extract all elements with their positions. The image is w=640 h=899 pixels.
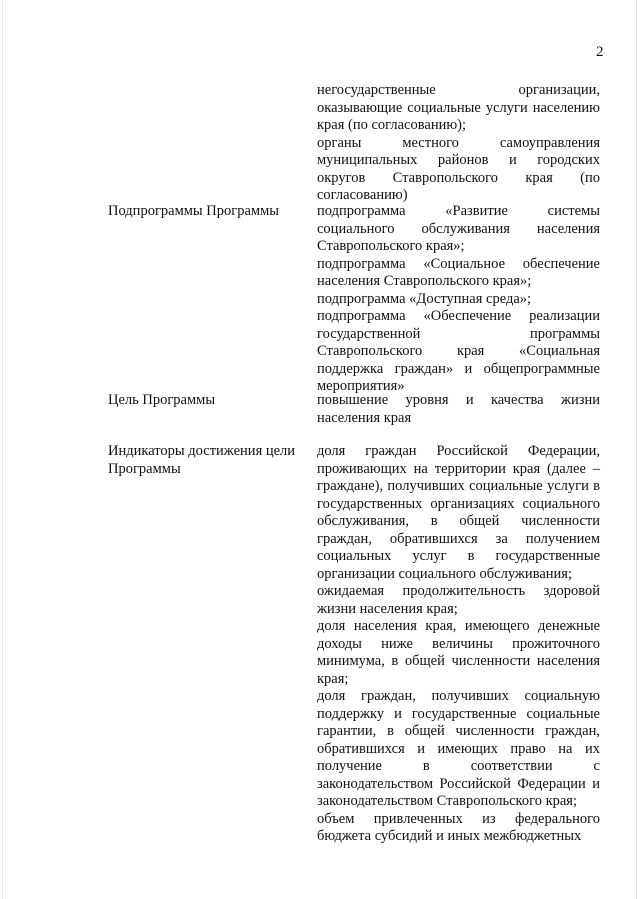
- scan-edge-right: [636, 0, 637, 899]
- row-label: Цель Программы: [108, 392, 216, 408]
- value-paragraph: доля граждан Российской Федерации, проживающих на территории края (далее – граждане), получивших социальные услуги в государственных организациях социального обслуживания, в общей численности граждан, обратившихся за получением социальных услуг в государственные организации социального обслуживания;: [317, 443, 600, 582]
- value-paragraph: подпрограмма «Социальное обеспечение населения Ставропольского края»;: [317, 255, 600, 289]
- row-label: Подпрограммы Программы: [108, 203, 279, 219]
- value-paragraph: повышение уровня и качества жизни населения края: [317, 392, 600, 426]
- value-paragraph: подпрограмма «Обеспечение реализации государственной программы Ставропольского края «Социальная поддержка граждан» и общепрограммные мероприятия»: [317, 308, 600, 394]
- value-paragraph: подпрограмма «Развитие системы социального обслуживания населения Ставропольского края»;: [317, 203, 600, 254]
- value-paragraph: негосударственные организации, оказывающие социальные услуги населению края (по согласованию);: [317, 82, 600, 133]
- row-label: Индикаторы достижения цели Программы: [108, 443, 296, 477]
- value-paragraph: ожидаемая продолжительность здоровой жизни населения края;: [317, 583, 600, 617]
- value-paragraph: органы местного самоуправления муниципальных районов и городских округов Ставропольского края (по согласованию): [317, 134, 600, 203]
- row-value: [317, 203, 600, 396]
- page-number: 2: [596, 44, 604, 60]
- value-paragraph: доля граждан, получивших социальную поддержку и государственные социальные гарантии, в общей численности граждан, обратившихся и имеющих право на их получение в соответствии с законодательством Российской Федерации и законодательством Ставропольского края;: [317, 688, 600, 809]
- scan-edge-left: [2, 0, 3, 899]
- value-paragraph: доля населения края, имеющего денежные доходы ниже величины прожиточного минимума, в общей численности населения края;: [317, 618, 600, 687]
- row-value: [317, 82, 600, 205]
- row-value: [317, 392, 600, 427]
- value-paragraph: подпрограмма «Доступная среда»;: [317, 290, 532, 307]
- value-paragraph: объем привлеченных из федерального бюджета субсидий и иных межбюджетных: [317, 810, 600, 844]
- row-value: [317, 443, 600, 846]
